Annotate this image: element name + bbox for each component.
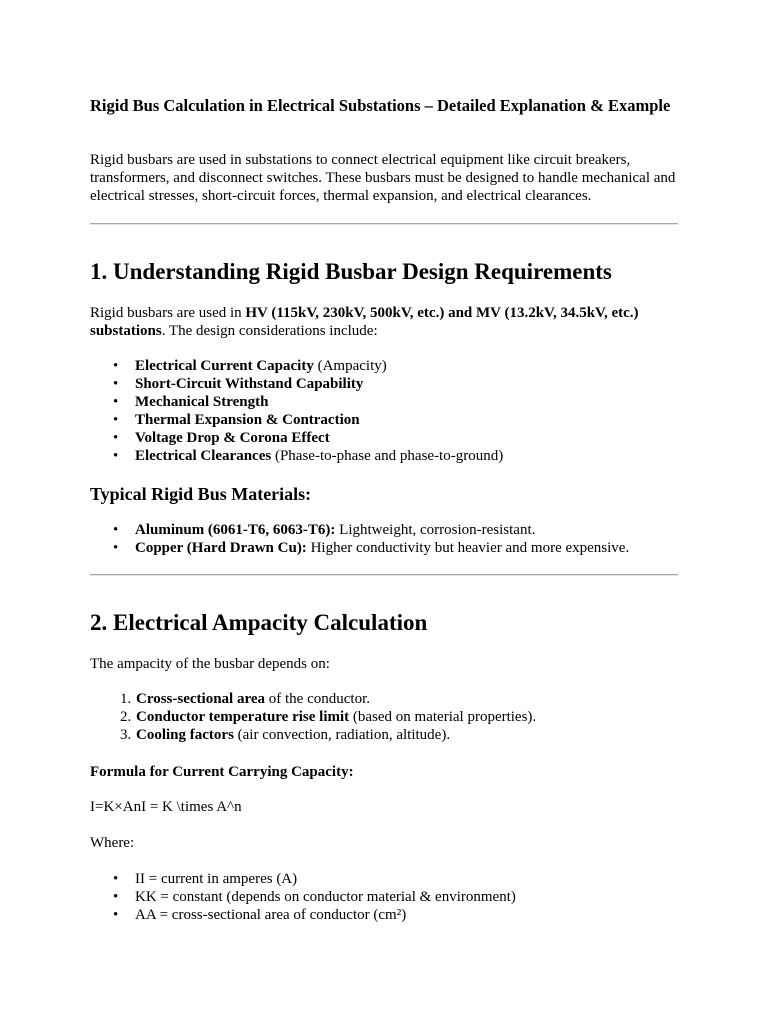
list-item: • AA = cross-sectional area of conductor (cm²) bbox=[135, 906, 678, 924]
list-item bbox=[135, 539, 678, 557]
materials-list bbox=[90, 521, 678, 557]
list-item bbox=[135, 429, 678, 447]
materials-heading: Typical Rigid Bus Materials: bbox=[90, 484, 312, 504]
list-item bbox=[135, 726, 678, 744]
list-item-bold: Short-Circuit Withstand Capability bbox=[135, 376, 364, 392]
ampacity-factors-list bbox=[90, 690, 678, 744]
list-item-bold: Copper (Hard Drawn Cu): bbox=[135, 540, 307, 556]
list-item-text: (Phase-to-phase and phase-to-ground) bbox=[271, 448, 504, 464]
list-item-text: Lightweight, corrosion-resistant. bbox=[335, 522, 536, 538]
list-item bbox=[135, 375, 678, 393]
list-item-bold: Voltage Drop & Corona Effect bbox=[135, 430, 330, 446]
section-1-heading: 1. Understanding Rigid Busbar Design Requirements bbox=[90, 259, 612, 284]
list-item bbox=[135, 521, 678, 539]
list-item-bold: Mechanical Strength bbox=[135, 394, 269, 410]
section-2-heading: 2. Electrical Ampacity Calculation bbox=[90, 610, 428, 635]
list-item bbox=[135, 690, 678, 708]
list-item bbox=[135, 393, 678, 411]
list-item-bold: Electrical Clearances bbox=[135, 448, 272, 464]
list-item bbox=[135, 357, 678, 375]
intro-paragraph: Rigid busbars are used in substations to connect electrical equipment like circuit breakers, transformers, and disconnect switches. These busbars must be designed to handle mechanical and electrical stresses, short-circuit forces, thermal expansion, and electrical clearances. bbox=[90, 152, 676, 204]
list-item-text: Higher conductivity but heavier and more expensive. bbox=[306, 540, 630, 556]
formula-heading-text: Formula for Current Carrying Capacity: bbox=[90, 764, 354, 780]
document-title: Rigid Bus Calculation in Electrical Substations – Detailed Explanation & Example bbox=[90, 96, 671, 115]
list-item-bold: Thermal Expansion & Contraction bbox=[135, 412, 360, 428]
list-item bbox=[135, 447, 678, 465]
formula-heading bbox=[90, 763, 678, 781]
divider bbox=[90, 574, 678, 576]
list-item-bold: Cooling factors bbox=[136, 727, 234, 743]
list-item-bold: Electrical Current Capacity bbox=[135, 358, 314, 374]
formula-variables-list bbox=[90, 870, 678, 924]
list-item-text: (Ampacity) bbox=[313, 358, 387, 374]
divider bbox=[90, 223, 678, 225]
list-item-text: (air convection, radiation, altitude). bbox=[233, 727, 451, 743]
list-item-bold: Aluminum (6061-T6, 6063-T6): bbox=[135, 522, 336, 538]
where-label: Where: bbox=[90, 835, 135, 851]
list-item: • II = current in amperes (A) bbox=[135, 870, 678, 888]
list-item-bold: Cross-sectional area bbox=[136, 691, 266, 707]
section-1-paragraph-bold: HV (115kV, 230kV, 500kV, etc.) and MV (13.2kV, 34.5kV, etc.) substations bbox=[90, 305, 639, 339]
formula: I=K×AnI = K \times A^n bbox=[90, 799, 242, 815]
list-item: • KK = constant (depends on conductor material & environment) bbox=[135, 888, 678, 906]
list-item-bold: Conductor temperature rise limit bbox=[136, 709, 350, 725]
list-item bbox=[135, 411, 678, 429]
design-considerations-list bbox=[90, 357, 678, 465]
list-item-text: of the conductor. bbox=[265, 691, 370, 707]
list-item bbox=[135, 708, 678, 726]
section-1-paragraph-prefix: Rigid busbars are used in bbox=[90, 305, 246, 321]
section-1-paragraph bbox=[90, 304, 678, 340]
section-2-paragraph: The ampacity of the busbar depends on: bbox=[90, 656, 330, 672]
list-item-text: (based on material properties). bbox=[349, 709, 537, 725]
section-1-paragraph-suffix: . The design considerations include: bbox=[161, 323, 378, 339]
